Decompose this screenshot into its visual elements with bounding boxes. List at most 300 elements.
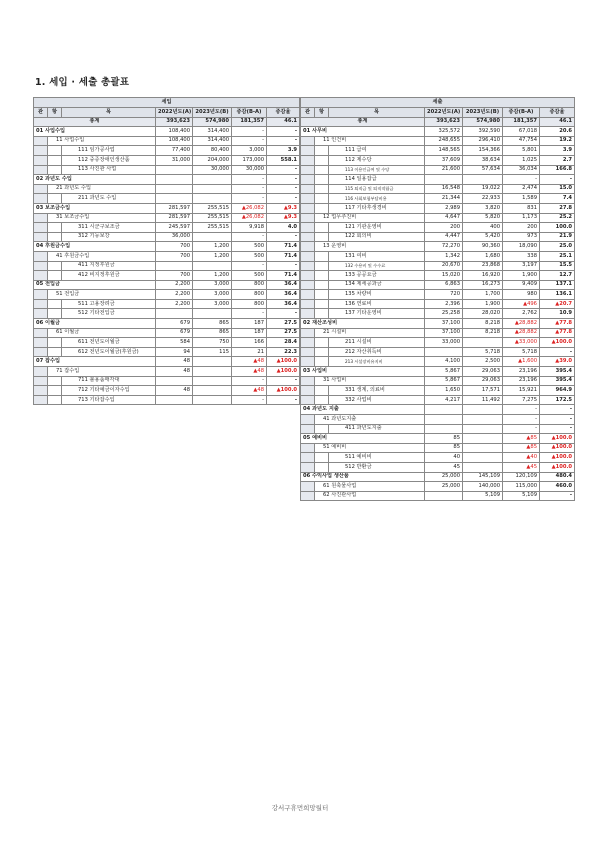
indent-cell	[301, 376, 315, 386]
value-rate: 7.4	[540, 194, 575, 204]
indent-cell	[34, 328, 48, 338]
row-label: 311 시군구보조금	[62, 223, 156, 233]
indent-cell	[34, 367, 48, 377]
table-row	[34, 261, 300, 271]
table-row	[301, 251, 575, 261]
value-2022: 40	[425, 453, 463, 463]
value-rate: 480.4	[540, 472, 575, 482]
value-change: -	[232, 232, 267, 242]
value-2022: 700	[156, 242, 193, 252]
value-change: 173,000	[232, 155, 267, 165]
table-row	[34, 290, 300, 300]
value-2022: 5,867	[425, 376, 463, 386]
value-2023: 5,820	[463, 213, 503, 223]
value-2023	[463, 338, 503, 348]
table-row	[301, 395, 575, 405]
value-change: 1,025	[503, 155, 540, 165]
indent-cell	[301, 242, 315, 252]
value-rate: -	[267, 165, 300, 175]
row-label: 611 전년도이월금	[62, 338, 156, 348]
table-row	[301, 165, 575, 175]
indent-cell	[315, 290, 329, 300]
row-label: 21 시설비	[315, 328, 425, 338]
value-2022: 4,217	[425, 395, 463, 405]
indent-cell	[315, 194, 329, 204]
table-row	[301, 328, 575, 338]
value-2023: 865	[193, 328, 232, 338]
indent-cell	[48, 347, 62, 357]
table-row	[34, 194, 300, 204]
indent-cell	[301, 136, 315, 146]
value-change: 2,762	[503, 309, 540, 319]
value-2022: 36,000	[156, 232, 193, 242]
indent-cell	[301, 299, 315, 309]
value-change: 21	[232, 347, 267, 357]
table-row	[34, 299, 300, 309]
indent-cell	[315, 453, 329, 463]
value-rate: 28.4	[267, 338, 300, 348]
value-2022: 2,396	[425, 299, 463, 309]
indent-cell	[301, 203, 315, 213]
table-row	[301, 319, 575, 329]
row-label: 712 기타예금이자수입	[62, 386, 156, 396]
value-change: ▲28,882	[503, 328, 540, 338]
value-2023: 11,492	[463, 395, 503, 405]
row-label: 04 과년도 지출	[301, 405, 425, 415]
indent-cell	[301, 165, 315, 175]
value-change: ▲26,082	[232, 213, 267, 223]
table-row	[34, 395, 300, 405]
value-2022: 108,400	[156, 136, 193, 146]
row-label: 07 잡수입	[34, 357, 156, 367]
row-label: 332 사업비	[329, 395, 425, 405]
indent-cell	[301, 251, 315, 261]
row-label: 512 반환금	[329, 462, 425, 472]
value-rate: 4.0	[267, 223, 300, 233]
row-label: 총계	[34, 117, 156, 127]
table-row	[301, 367, 575, 377]
row-label: 01 사무비	[301, 127, 425, 137]
table-row	[34, 127, 300, 137]
value-2023	[463, 453, 503, 463]
value-2023	[463, 443, 503, 453]
value-2023: 115	[193, 347, 232, 357]
value-2023	[193, 395, 232, 405]
row-label: 117 기타후생경비	[329, 203, 425, 213]
value-2023: 255,515	[193, 203, 232, 213]
indent-cell	[315, 338, 329, 348]
value-2023: 255,515	[193, 223, 232, 233]
indent-cell	[34, 155, 48, 165]
value-2022: 15,020	[425, 271, 463, 281]
indent-cell	[48, 232, 62, 242]
value-2022: 2,200	[156, 290, 193, 300]
col-header-gwan: 관	[301, 108, 315, 118]
indent-cell	[34, 309, 48, 319]
row-label: 51 전입금	[48, 290, 156, 300]
row-label: 211 시설비	[329, 338, 425, 348]
value-change: ▲28,882	[503, 319, 540, 329]
indent-cell	[301, 146, 315, 156]
indent-cell	[301, 386, 315, 396]
value-2022: 45	[425, 462, 463, 472]
indent-cell	[301, 462, 315, 472]
indent-cell	[315, 203, 329, 213]
value-rate: -	[267, 232, 300, 242]
value-2022: 1,650	[425, 386, 463, 396]
value-rate: -	[267, 184, 300, 194]
table-row	[301, 232, 575, 242]
value-change: ▲33,000	[503, 338, 540, 348]
value-2022: 393,623	[425, 117, 463, 127]
value-2023	[193, 232, 232, 242]
value-rate: 20.6	[540, 127, 575, 137]
row-label: 112 제수당	[329, 155, 425, 165]
value-rate: -	[540, 347, 575, 357]
table-row	[301, 184, 575, 194]
footer-organization: 강서구휴먼희망월터	[271, 804, 329, 812]
value-rate: 71.4	[267, 242, 300, 252]
table-row	[301, 357, 575, 367]
indent-cell	[315, 386, 329, 396]
value-2022	[425, 424, 463, 434]
indent-cell	[48, 165, 62, 175]
value-rate: -	[540, 415, 575, 425]
revenue-table	[33, 97, 300, 405]
col-header-change: 증감(B-A)	[503, 108, 540, 118]
table-row	[34, 146, 300, 156]
value-change: 67,018	[503, 127, 540, 137]
value-2022: 584	[156, 338, 193, 348]
value-2023	[193, 175, 232, 185]
value-rate: ▲9.3	[267, 203, 300, 213]
value-2023: 1,900	[463, 299, 503, 309]
value-rate: 136.1	[540, 290, 575, 300]
value-change: 800	[232, 299, 267, 309]
value-2022: 6,863	[425, 280, 463, 290]
indent-cell	[34, 165, 48, 175]
value-2023: 865	[193, 319, 232, 329]
table-row	[301, 242, 575, 252]
value-2022: 325,572	[425, 127, 463, 137]
value-change: 980	[503, 290, 540, 300]
row-label: 13 운영비	[315, 242, 425, 252]
indent-cell	[315, 424, 329, 434]
value-2023: 5,420	[463, 232, 503, 242]
value-change: -	[232, 136, 267, 146]
value-2023: 57,634	[463, 165, 503, 175]
value-2022: 4,100	[425, 357, 463, 367]
indent-cell	[315, 395, 329, 405]
indent-cell	[301, 482, 315, 492]
value-rate: 10.9	[540, 309, 575, 319]
total-row	[34, 117, 300, 127]
indent-cell	[315, 223, 329, 233]
value-2022: 20,670	[425, 261, 463, 271]
value-rate: 25.2	[540, 213, 575, 223]
value-2022: 37,100	[425, 328, 463, 338]
table-row	[301, 453, 575, 463]
table-row	[34, 271, 300, 281]
indent-cell	[301, 213, 315, 223]
indent-cell	[301, 155, 315, 165]
row-label: 41 후원금수입	[48, 251, 156, 261]
indent-cell	[48, 309, 62, 319]
value-change: 973	[503, 232, 540, 242]
value-2023: 30,000	[193, 165, 232, 175]
value-change: 30,000	[232, 165, 267, 175]
value-change: 23,196	[503, 376, 540, 386]
value-change: 200	[503, 223, 540, 233]
row-label: 12 업무추진비	[315, 213, 425, 223]
indent-cell	[315, 261, 329, 271]
value-change: 500	[232, 251, 267, 261]
value-rate: 27.5	[267, 319, 300, 329]
row-label: 116 사회보험부담비용	[329, 194, 425, 204]
value-change: -	[232, 127, 267, 137]
indent-cell	[48, 299, 62, 309]
indent-cell	[48, 146, 62, 156]
value-2023: 8,218	[463, 319, 503, 329]
table-row	[301, 271, 575, 281]
indent-cell	[315, 184, 329, 194]
value-2023	[463, 462, 503, 472]
value-rate: ▲100.0	[267, 357, 300, 367]
value-2023: 2,500	[463, 357, 503, 367]
expenditure-table	[300, 97, 575, 501]
row-label: 134 제세공과금	[329, 280, 425, 290]
table-row	[34, 319, 300, 329]
value-change: 115,000	[503, 482, 540, 492]
value-change: 5,801	[503, 146, 540, 156]
value-2023: 574,980	[193, 117, 232, 127]
value-2023	[193, 261, 232, 271]
row-label: 133 공공요금	[329, 271, 425, 281]
table-row	[301, 415, 575, 425]
value-rate: -	[267, 261, 300, 271]
value-2023	[463, 175, 503, 185]
row-label: 213 시설장비유지비	[329, 357, 425, 367]
value-2022	[156, 261, 193, 271]
table-row	[301, 462, 575, 472]
table-row	[34, 165, 300, 175]
value-change: 181,357	[503, 117, 540, 127]
row-label: 137 기타운영비	[329, 309, 425, 319]
value-rate: 395.4	[540, 376, 575, 386]
value-change: 18,090	[503, 242, 540, 252]
value-rate: ▲100.0	[540, 443, 575, 453]
row-label: 136 연료비	[329, 299, 425, 309]
value-2023: 3,820	[463, 203, 503, 213]
value-2022: 281,597	[156, 213, 193, 223]
value-change: 1,589	[503, 194, 540, 204]
value-rate: 21.9	[540, 232, 575, 242]
value-change: 1,173	[503, 213, 540, 223]
indent-cell	[315, 462, 329, 472]
value-change: 800	[232, 280, 267, 290]
table-row	[34, 386, 300, 396]
total-row	[301, 117, 575, 127]
row-label: 121 기관운영비	[329, 223, 425, 233]
indent-cell	[315, 232, 329, 242]
value-change: 5,109	[503, 491, 540, 501]
value-rate: 15.5	[540, 261, 575, 271]
value-rate: 460.0	[540, 482, 575, 492]
indent-cell	[34, 184, 48, 194]
table-row	[34, 175, 300, 185]
value-rate: ▲100.0	[267, 367, 300, 377]
col-header-2022: 2022년도(A)	[156, 108, 193, 118]
value-2023	[463, 424, 503, 434]
row-label: 713 기타잡수입	[62, 395, 156, 405]
row-label: 04 후원금수입	[34, 242, 156, 252]
value-2022: 200	[425, 223, 463, 233]
table-row	[34, 376, 300, 386]
indent-cell	[301, 271, 315, 281]
indent-cell	[301, 223, 315, 233]
row-label: 11 사업수입	[48, 136, 156, 146]
value-2022: 1,342	[425, 251, 463, 261]
value-change: 1,900	[503, 271, 540, 281]
table-row	[34, 347, 300, 357]
table-row	[301, 136, 575, 146]
value-change: ▲45	[503, 462, 540, 472]
value-rate: 46.1	[540, 117, 575, 127]
indent-cell	[34, 376, 48, 386]
indent-cell	[315, 155, 329, 165]
value-rate: 19.2	[540, 136, 575, 146]
row-label: 212 자산취득비	[329, 347, 425, 357]
value-rate: 15.0	[540, 184, 575, 194]
value-change: 187	[232, 328, 267, 338]
value-change: -	[232, 395, 267, 405]
value-2022: 25,000	[425, 482, 463, 492]
table-row	[301, 472, 575, 482]
table-row	[34, 242, 300, 252]
indent-cell	[315, 146, 329, 156]
value-2023	[193, 376, 232, 386]
row-label: 02 과년도 수입	[34, 175, 156, 185]
row-label: 총계	[301, 117, 425, 127]
value-2023: 314,400	[193, 127, 232, 137]
value-2022: 108,400	[156, 127, 193, 137]
value-2023: 23,868	[463, 261, 503, 271]
value-rate: 27.8	[540, 203, 575, 213]
value-2022: 281,597	[156, 203, 193, 213]
value-2022: 5,867	[425, 367, 463, 377]
row-label: 51 예비비	[315, 443, 425, 453]
value-rate: 2.7	[540, 155, 575, 165]
value-rate: -	[267, 194, 300, 204]
indent-cell	[301, 328, 315, 338]
indent-cell	[301, 280, 315, 290]
value-2023: 5,109	[463, 491, 503, 501]
expenditure-group-header: 세출	[301, 98, 575, 108]
value-2023	[463, 415, 503, 425]
value-2023	[463, 405, 503, 415]
row-label: 122 회의비	[329, 232, 425, 242]
row-label: 21 과년도 수입	[48, 184, 156, 194]
value-2022: 33,000	[425, 338, 463, 348]
value-change: 500	[232, 271, 267, 281]
table-row	[301, 290, 575, 300]
table-row	[301, 491, 575, 501]
value-2023: 255,515	[193, 213, 232, 223]
value-rate: 46.1	[267, 117, 300, 127]
indent-cell	[301, 357, 315, 367]
value-change: 15,921	[503, 386, 540, 396]
row-label: 71 잡수입	[48, 367, 156, 377]
indent-cell	[301, 347, 315, 357]
value-rate: ▲77.8	[540, 328, 575, 338]
indent-cell	[315, 175, 329, 185]
value-change: 120,109	[503, 472, 540, 482]
value-rate: -	[267, 376, 300, 386]
table-row	[301, 405, 575, 415]
value-rate: 558.1	[267, 155, 300, 165]
value-2022: 85	[425, 434, 463, 444]
indent-cell	[48, 155, 62, 165]
value-2022: 700	[156, 271, 193, 281]
indent-cell	[301, 443, 315, 453]
value-rate: 3.9	[540, 146, 575, 156]
table-row	[301, 386, 575, 396]
value-rate: ▲9.3	[267, 213, 300, 223]
indent-cell	[315, 280, 329, 290]
col-header-rate: 증감율	[540, 108, 575, 118]
row-label: 03 보조금수입	[34, 203, 156, 213]
value-2022: 85	[425, 443, 463, 453]
value-change: -	[232, 376, 267, 386]
table-row	[301, 338, 575, 348]
value-rate: 71.4	[267, 251, 300, 261]
value-change: 5,718	[503, 347, 540, 357]
indent-cell	[34, 347, 48, 357]
indent-cell	[301, 175, 315, 185]
value-2022: 37,100	[425, 319, 463, 329]
indent-cell	[48, 386, 62, 396]
table-row	[301, 194, 575, 204]
table-row	[301, 376, 575, 386]
table-row	[301, 434, 575, 444]
value-2022: 4,647	[425, 213, 463, 223]
value-2022: 21,344	[425, 194, 463, 204]
table-row	[34, 251, 300, 261]
value-2022	[156, 184, 193, 194]
value-2023	[463, 434, 503, 444]
value-change: 9,918	[232, 223, 267, 233]
indent-cell	[48, 395, 62, 405]
table-row	[34, 309, 300, 319]
table-row	[301, 175, 575, 185]
value-2022	[156, 175, 193, 185]
value-rate: ▲100.0	[540, 462, 575, 472]
value-change: ▲26,082	[232, 203, 267, 213]
value-rate: 71.4	[267, 271, 300, 281]
col-header-rate: 증감율	[267, 108, 300, 118]
value-2023: 28,020	[463, 309, 503, 319]
value-2023: 16,273	[463, 280, 503, 290]
value-change: -	[503, 175, 540, 185]
value-2022: 25,000	[425, 472, 463, 482]
row-label: 113 이용인급여 및 수당	[329, 165, 425, 175]
row-label: 41 과년도지출	[315, 415, 425, 425]
value-2023: 90,360	[463, 242, 503, 252]
row-label: 111 임가공사업	[62, 146, 156, 156]
value-2023: 8,218	[463, 328, 503, 338]
value-2022: 148,565	[425, 146, 463, 156]
indent-cell	[315, 309, 329, 319]
